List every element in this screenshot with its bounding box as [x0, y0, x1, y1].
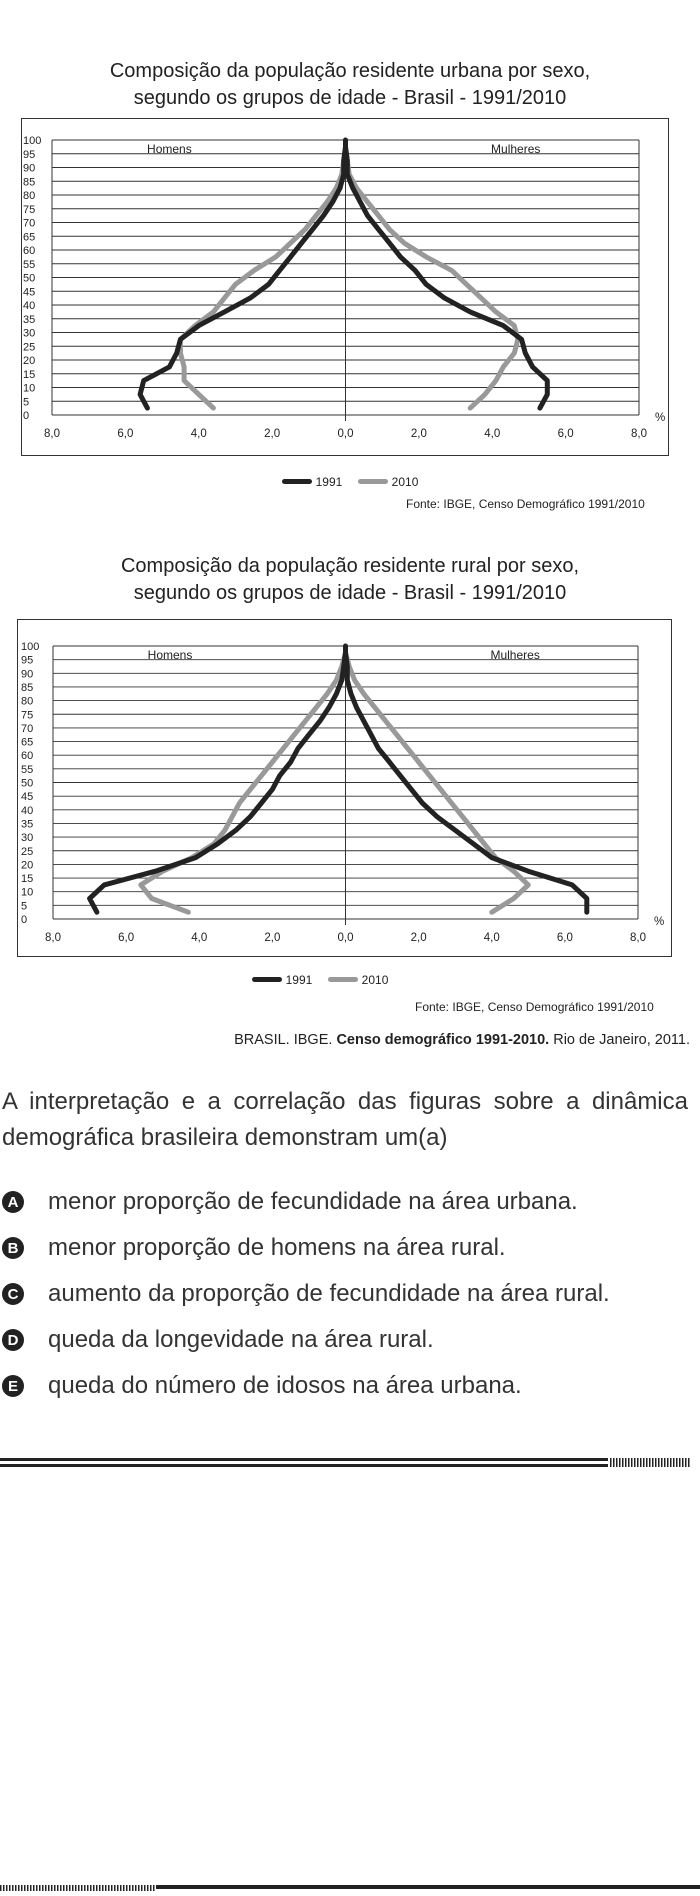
y-tick-label: 5 [23, 396, 30, 409]
legend-swatch-2010 [358, 479, 388, 484]
y-tick-label: 40 [23, 300, 36, 312]
hatch-mark [9, 1885, 11, 1891]
legend-item-1991 [282, 475, 343, 489]
y-tick-label: 85 [23, 176, 36, 189]
hatch-mark [682, 1458, 684, 1467]
y-tick-label: 100 [21, 641, 40, 653]
y-tick-label: 0 [23, 410, 30, 422]
hatch-mark [655, 1458, 657, 1467]
x-tick-label: 2,0 [264, 428, 281, 440]
y-tick-label: 60 [23, 245, 36, 257]
hatch-mark [42, 1885, 44, 1891]
x-tick-label: 0,0 [337, 932, 354, 944]
y-tick-label: 35 [21, 818, 34, 831]
hatch-mark [48, 1885, 50, 1891]
y-tick-label: 65 [23, 231, 36, 244]
hatch-mark [132, 1885, 134, 1891]
hatch-mark [129, 1885, 131, 1891]
hatch-mark [622, 1458, 624, 1467]
hatch-mark [628, 1458, 630, 1467]
y-tick-label: 55 [21, 763, 34, 776]
y-tick-label: 55 [23, 258, 36, 271]
hatch-mark [153, 1885, 155, 1891]
legend-swatch-2010 [328, 977, 358, 982]
x-tick-label: 8,0 [631, 428, 647, 440]
hatch-mark [123, 1885, 125, 1891]
hatch-mark [658, 1458, 660, 1467]
y-tick-label: 20 [21, 859, 34, 872]
hatch-mark [3, 1885, 5, 1891]
option-d-letter-icon: D [2, 1329, 24, 1351]
hatch-mark [667, 1458, 669, 1467]
hatch-mark [634, 1458, 636, 1467]
hatch-mark [45, 1885, 47, 1891]
y-tick-label: 50 [23, 272, 36, 285]
hatch-mark [670, 1458, 672, 1467]
chart-1-title-line-2: segundo os grupos de idade - Brasil - 1991/2010 [133, 87, 567, 109]
option-e[interactable] [2, 1372, 522, 1400]
page-footer-rule [0, 1885, 700, 1893]
women-label: Mulheres [490, 648, 540, 662]
hatch-mark [685, 1458, 687, 1467]
y-tick-label: 90 [21, 668, 34, 681]
y-tick-label: 30 [21, 832, 34, 845]
hatch-mark [631, 1458, 633, 1467]
hatch-mark [619, 1458, 621, 1467]
hatch-mark [688, 1458, 690, 1467]
citation [234, 1032, 690, 1048]
legend-swatch-1991 [282, 479, 312, 484]
x-tick-label: 8,0 [630, 932, 646, 944]
legend-label-1991: 1991 [285, 972, 313, 987]
hatch-mark [676, 1458, 678, 1467]
hatch-mark [649, 1458, 651, 1467]
chart-2-plot [17, 619, 672, 957]
hatch-mark [99, 1885, 101, 1891]
series-line-2010 [141, 646, 529, 912]
hatch-mark [141, 1885, 143, 1891]
x-tick-label: 0,0 [337, 428, 354, 440]
chart-1 [21, 118, 669, 456]
men-label: Homens [147, 648, 193, 662]
hatch-mark [150, 1885, 152, 1891]
hatch-mark [673, 1458, 675, 1467]
x-tick-label: 8,0 [44, 428, 60, 440]
y-tick-label: 45 [23, 286, 36, 299]
hatch-mark [120, 1885, 122, 1891]
hatch-mark [637, 1458, 639, 1467]
y-tick-label: 50 [21, 777, 34, 790]
y-tick-label: 5 [21, 900, 28, 913]
chart-1-legend [0, 473, 700, 489]
y-tick-label: 60 [21, 750, 34, 763]
y-tick-label: 70 [23, 217, 36, 230]
option-d-text: queda da longevidade na área rural. [48, 1326, 434, 1353]
x-tick-label: 4,0 [191, 932, 208, 944]
y-tick-label: 10 [21, 886, 34, 899]
hatch-mark [147, 1885, 149, 1891]
x-tick-label: 6,0 [117, 428, 134, 440]
option-c-letter-icon: C [2, 1283, 24, 1305]
hatch-mark [87, 1885, 89, 1891]
y-tick-label: 10 [23, 382, 36, 395]
hatch-mark [679, 1458, 681, 1467]
hatch-mark [69, 1885, 71, 1891]
x-tick-label: 8,0 [45, 932, 61, 944]
hatch-mark [96, 1885, 98, 1891]
y-tick-label: 65 [21, 736, 34, 749]
hatch-mark [66, 1885, 68, 1891]
x-tick-label: 6,0 [556, 932, 573, 944]
hatch-mark [84, 1885, 86, 1891]
legend-item-1991 [252, 973, 313, 987]
x-tick-label: 4,0 [484, 428, 501, 440]
x-tick-label: 2,0 [410, 428, 427, 440]
y-tick-label: 90 [23, 162, 36, 175]
hatch-mark [138, 1885, 140, 1891]
hatch-mark [640, 1458, 642, 1467]
hatch-mark [652, 1458, 654, 1467]
hatch-mark [51, 1885, 53, 1891]
y-tick-label: 0 [21, 914, 28, 926]
y-tick-label: 45 [21, 791, 34, 804]
hatch-mark [144, 1885, 146, 1891]
option-b[interactable] [2, 1234, 506, 1262]
hatch-mark [24, 1885, 26, 1891]
y-tick-label: 100 [23, 135, 42, 147]
y-tick-label: 20 [23, 355, 36, 367]
y-tick-label: 15 [23, 368, 36, 381]
hatch-mark [613, 1458, 615, 1467]
hatch-mark [108, 1885, 110, 1891]
hatch-mark [646, 1458, 648, 1467]
hatch-mark [93, 1885, 95, 1891]
option-e-text: queda do número de idosos na área urbana. [48, 1372, 522, 1399]
hatch-mark [643, 1458, 645, 1467]
x-tick-label: 6,0 [557, 428, 574, 440]
hatch-mark [78, 1885, 80, 1891]
hatch-mark [105, 1885, 107, 1891]
y-tick-label: 25 [23, 341, 36, 354]
hatch-mark [12, 1885, 14, 1891]
x-tick-label: 4,0 [483, 932, 500, 944]
y-tick-label: 25 [21, 845, 34, 858]
hatch-mark [33, 1885, 35, 1891]
option-c-text: aumento da proporção de fecundidade na área rural. [48, 1280, 610, 1307]
option-a-letter-icon: A [2, 1191, 24, 1213]
chart-1-title [0, 58, 700, 112]
hatch-mark [21, 1885, 23, 1891]
y-tick-label: 95 [21, 654, 34, 667]
hatch-mark [63, 1885, 65, 1891]
option-b-letter-icon: B [2, 1237, 24, 1259]
men-label: Homens [147, 142, 192, 156]
hatch-mark [36, 1885, 38, 1891]
hatch-mark [661, 1458, 663, 1467]
x-tick-label: 2,0 [264, 932, 281, 944]
y-tick-label: 75 [21, 709, 34, 722]
women-label: Mulheres [491, 142, 541, 156]
chart-2-legend [0, 971, 670, 987]
y-tick-label: 30 [23, 327, 36, 340]
hatch-mark [6, 1885, 8, 1891]
hatch-mark [30, 1885, 32, 1891]
y-tick-label: 80 [23, 190, 36, 202]
hatch-mark [15, 1885, 17, 1891]
hatch-mark [117, 1885, 119, 1891]
chart-1-title-line-1: Composição da população residente urbana por sexo, [109, 60, 591, 82]
y-tick-label: 85 [21, 681, 34, 694]
y-tick-label: 40 [21, 804, 34, 817]
option-e-letter-icon: E [2, 1375, 24, 1397]
chart-2-title-line-2: segundo os grupos de idade - Brasil - 1991/2010 [133, 582, 567, 604]
citation-prefix: BRASIL. IBGE. [234, 1032, 337, 1048]
chart-2-title [0, 553, 700, 607]
hatch-mark [75, 1885, 77, 1891]
question-text: A interpretação e a correlação das figuras sobre a dinâmica demográfica brasileira demonstram um(a) [2, 1088, 688, 1151]
legend-label-1991: 1991 [315, 474, 343, 489]
x-tick-label: 6,0 [118, 932, 135, 944]
hatch-mark [39, 1885, 41, 1891]
hatch-mark [27, 1885, 29, 1891]
hatch-mark [90, 1885, 92, 1891]
hatch-mark [60, 1885, 62, 1891]
hatch-mark [625, 1458, 627, 1467]
hatch-mark [610, 1458, 612, 1467]
chart-2-source: Fonte: IBGE, Censo Demográfico 1991/2010 [415, 1000, 654, 1014]
citation-title: Censo demográfico 1991-2010. [336, 1032, 550, 1048]
y-tick-label: 80 [21, 695, 34, 708]
hatch-mark [126, 1885, 128, 1891]
hatch-mark [616, 1458, 618, 1467]
chart-1-plot [21, 118, 669, 456]
unit-label: % [654, 916, 665, 928]
citation-suffix: Rio de Janeiro, 2011. [549, 1032, 690, 1048]
hatch-mark [111, 1885, 113, 1891]
y-tick-label: 35 [23, 313, 36, 326]
legend-label-2010: 2010 [361, 972, 389, 987]
y-tick-label: 75 [23, 203, 36, 216]
option-a[interactable] [2, 1188, 578, 1216]
hatch-mark [135, 1885, 137, 1891]
option-b-text: menor proporção de homens na área rural. [48, 1234, 506, 1261]
legend-item-2010 [328, 973, 389, 987]
section-divider [0, 1458, 700, 1470]
legend-item-2010 [358, 475, 419, 489]
option-d[interactable] [2, 1326, 434, 1354]
hatch-mark [0, 1885, 2, 1891]
y-tick-label: 70 [21, 722, 34, 735]
hatch-mark [72, 1885, 74, 1891]
hatch-mark [81, 1885, 83, 1891]
hatch-mark [54, 1885, 56, 1891]
chart-2 [17, 619, 672, 957]
hatch-mark [57, 1885, 59, 1891]
x-tick-label: 2,0 [410, 932, 427, 944]
unit-label: % [655, 412, 666, 424]
chart-1-source: Fonte: IBGE, Censo Demográfico 1991/2010 [406, 497, 645, 511]
y-tick-label: 95 [23, 148, 36, 161]
legend-swatch-1991 [252, 977, 282, 982]
y-tick-label: 15 [21, 873, 34, 886]
x-tick-label: 4,0 [190, 428, 207, 440]
hatch-mark [18, 1885, 20, 1891]
option-a-text: menor proporção de fecundidade na área urbana. [48, 1188, 578, 1215]
hatch-mark [664, 1458, 666, 1467]
legend-label-2010: 2010 [391, 474, 419, 489]
hatch-mark [102, 1885, 104, 1891]
option-c[interactable] [2, 1280, 610, 1308]
hatch-mark [114, 1885, 116, 1891]
chart-2-title-line-1: Composição da população residente rural por sexo, [120, 555, 580, 577]
series-line-1991 [140, 140, 547, 408]
